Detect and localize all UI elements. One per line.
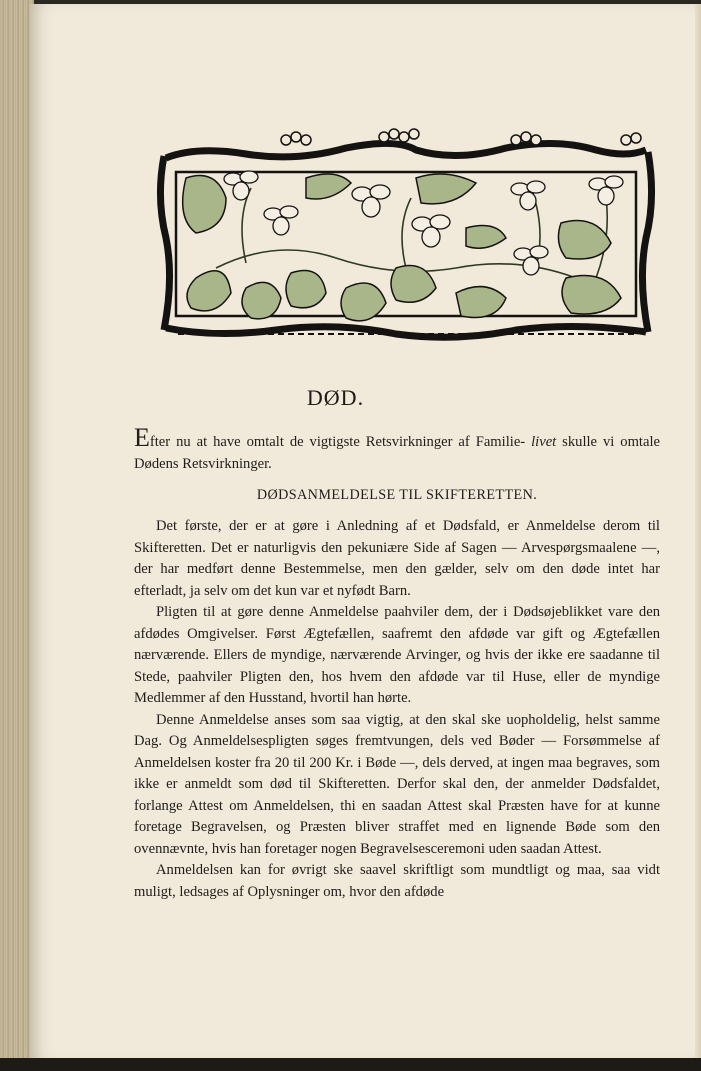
intro-paragraph — [134, 423, 660, 475]
paragraph-2: Pligten til at gøre denne Anmeldelse paahviler dem, der i Dødsøjeblikket vare den afdødes Omgivelser. Først Ægtefællen, saafremt den afdøde var gift og Ægtefællen nærværende. Ellers de myndige, nærværende Arvinger, og hvis der ikke ere saadanne til Stede, paahviler Pligten den, hos hvem den afdøde var til Huse, eller de myndige Medlemmer af den Husstand, hvortil han hørte. — [134, 604, 660, 706]
intro-text-b: skulle vi omtale Dødens Retsvirkninger. — [134, 434, 660, 472]
paragraph-1: Det første, der er at gøre i Anledning af et Dødsfald, er Anmeldelse derom til Skifteretten. Det er naturligvis den pekuniære Side af Sagen — Arvespørgsmaalene —, der har medført denne Bestemmelse, men den gælder, selv om den døde intet har efterladt, ja selv om det kun var et nyfødt Barn. — [134, 518, 660, 599]
scan-bottom-edge — [0, 1058, 701, 1071]
paragraph-4: Anmeldelsen kan for øvrigt ske saavel skriftligt som mundtligt og maa, saa vidt muligt, ledsages af Oplysninger om, hvor den afdøde — [134, 862, 660, 900]
intro-text-a: fter nu at have omtalt de vigtigste Retsvirkninger af Familie- — [149, 434, 526, 450]
body-text — [134, 516, 660, 903]
section-heading: DØDSANMELDELSE TIL SKIFTERETTEN. — [256, 487, 538, 503]
stems — [216, 188, 607, 278]
book-spine-edge — [0, 0, 34, 1071]
page-edge — [695, 4, 701, 1060]
frame-flower-clusters — [281, 129, 641, 145]
violet-vignette-illustration — [156, 128, 656, 350]
chapter-title: DØD. — [306, 385, 365, 410]
drop-cap: E — [134, 423, 150, 452]
paragraph-3: Denne Anmeldelse anses som saa vigtig, at den skal ske uopholdelig, helst samme Dag. Og Anmeldelsespligten søges fremtvungen, dels ved Bøder — Forsømmelse af Anmeldelsen koster fra 20 til 200 Kr. i Bøde —, dels derved, at ingen maa begraves, som ikke er anmeldt som død til Skifteretten. Derfor skal den, der anmelder Dødsfaldet, forlange Attest om Anmeldelsen, thi en saadan Attest skal Præsten have for at kunne foretage Begravelsen, og Præsten bliver straffet med en lignende Bøde som den ovennævnte, hvis han foretager nogen Begravelsesceremoni uden saadan Attest. — [134, 711, 660, 857]
intro-italic-word: livet — [531, 434, 557, 450]
